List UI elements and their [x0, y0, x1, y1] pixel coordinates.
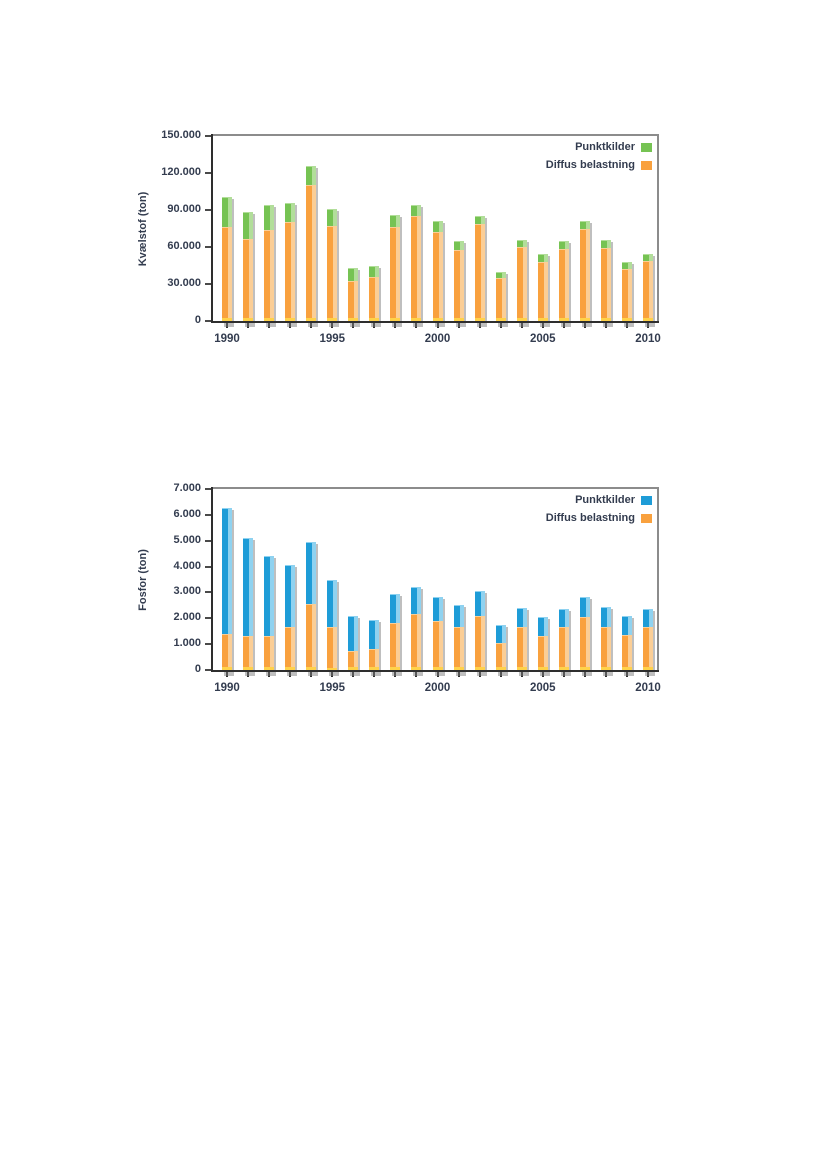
- segment-punktkilder: [517, 240, 527, 247]
- phosphorus-y-axis-title: Fosfor (ton): [137, 549, 149, 611]
- bar-2003: [496, 272, 506, 321]
- bar-1997: [369, 266, 379, 321]
- segment-punktkilder: [306, 166, 316, 185]
- bar-1990: [222, 197, 232, 321]
- x-tick-label: 2010: [635, 333, 661, 345]
- bar-1991: [243, 538, 253, 670]
- segment-diffus-belastning: [580, 617, 590, 670]
- segment-punktkilder: [538, 254, 548, 261]
- segment-punktkilder: [601, 607, 611, 627]
- y-tick: [205, 488, 211, 490]
- y-tick: [205, 591, 211, 593]
- y-tick: [205, 514, 211, 516]
- legend-swatch-icon: [641, 143, 652, 152]
- segment-diffus-belastning: [580, 229, 590, 321]
- segment-punktkilder: [454, 241, 464, 250]
- x-tick-label: 1990: [214, 682, 240, 694]
- y-tick: [205, 172, 211, 174]
- x-tick-label: 2005: [529, 682, 556, 694]
- x-tick-label: 2000: [424, 682, 451, 694]
- segment-punktkilder: [264, 556, 274, 636]
- segment-punktkilder: [622, 616, 632, 635]
- segment-diffus-belastning: [222, 634, 232, 670]
- segment-punktkilder: [643, 254, 653, 261]
- y-axis-line: [211, 134, 213, 323]
- bar-1992: [264, 556, 274, 670]
- x-tick-label: 2000: [424, 333, 451, 345]
- y-tick: [205, 540, 211, 542]
- segment-punktkilder: [369, 266, 379, 277]
- segment-diffus-belastning: [433, 621, 443, 670]
- segment-diffus-belastning: [390, 623, 400, 670]
- bar-2010: [643, 254, 653, 321]
- plot-top-border: [213, 487, 659, 489]
- y-tick-label: 1.000: [173, 637, 201, 650]
- bar-1994: [306, 166, 316, 321]
- segment-diffus-belastning: [643, 627, 653, 670]
- y-tick-label: 60.000: [167, 240, 201, 252]
- segment-punktkilder: [580, 221, 590, 229]
- segment-diffus-belastning: [306, 185, 316, 321]
- bar-2004: [517, 240, 527, 321]
- y-axis-line: [211, 487, 213, 672]
- segment-diffus-belastning: [454, 250, 464, 321]
- y-tick-label: 0: [194, 314, 201, 326]
- legend-swatch-icon: [641, 496, 652, 505]
- segment-punktkilder: [538, 617, 548, 636]
- segment-punktkilder: [369, 620, 379, 650]
- bar-1991: [243, 212, 253, 321]
- segment-diffus-belastning: [433, 232, 443, 321]
- legend-row-punktkilder: [575, 494, 652, 506]
- bar-1993: [285, 565, 295, 670]
- segment-punktkilder: [348, 616, 358, 651]
- y-tick: [205, 209, 211, 211]
- segment-diffus-belastning: [285, 627, 295, 670]
- legend-label-diffus: Diffus belastning: [545, 512, 635, 524]
- segment-diffus-belastning: [559, 627, 569, 670]
- segment-diffus-belastning: [264, 230, 274, 321]
- bar-2006: [559, 241, 569, 321]
- bar-2002: [475, 216, 485, 321]
- plot-right-border: [657, 134, 659, 321]
- y-tick-label: 6.000: [173, 507, 201, 520]
- bar-1993: [285, 203, 295, 321]
- segment-diffus-belastning: [454, 627, 464, 670]
- bar-2004: [517, 608, 527, 670]
- bar-1999: [411, 205, 421, 321]
- segment-punktkilder: [327, 209, 337, 226]
- segment-diffus-belastning: [643, 261, 653, 321]
- y-tick: [205, 617, 211, 619]
- segment-punktkilder: [517, 608, 527, 627]
- bar-1995: [327, 209, 337, 321]
- segment-punktkilder: [411, 205, 421, 215]
- segment-punktkilder: [601, 240, 611, 247]
- bar-1998: [390, 594, 400, 670]
- segment-punktkilder: [496, 625, 506, 643]
- segment-diffus-belastning: [369, 277, 379, 321]
- plot-top-border: [213, 134, 659, 136]
- bar-2010: [643, 609, 653, 670]
- segment-punktkilder: [411, 587, 421, 614]
- x-tick-label: 1995: [319, 682, 346, 694]
- segment-punktkilder: [390, 594, 400, 624]
- segment-punktkilder: [264, 205, 274, 230]
- nitrogen-legend: [546, 141, 652, 171]
- segment-diffus-belastning: [538, 262, 548, 321]
- segment-diffus-belastning: [517, 247, 527, 321]
- segment-punktkilder: [643, 609, 653, 627]
- segment-diffus-belastning: [517, 627, 527, 670]
- segment-punktkilder: [348, 268, 358, 281]
- segment-punktkilder: [285, 565, 295, 627]
- bar-1996: [348, 616, 358, 670]
- bar-1995: [327, 580, 337, 671]
- y-tick: [205, 135, 211, 137]
- x-axis-line: [211, 321, 659, 323]
- y-tick: [205, 246, 211, 248]
- bar-2001: [454, 241, 464, 321]
- segment-diffus-belastning: [496, 278, 506, 321]
- bar-1997: [369, 620, 379, 670]
- bar-2007: [580, 221, 590, 321]
- x-tick-label: 1990: [214, 333, 240, 345]
- plot-right-border: [657, 487, 659, 670]
- segment-diffus-belastning: [243, 239, 253, 321]
- x-tick-label: 2005: [529, 333, 556, 345]
- legend-label-punktkilder: Punktkilder: [575, 141, 635, 153]
- segment-punktkilder: [454, 605, 464, 627]
- bar-1994: [306, 542, 316, 670]
- bar-1996: [348, 268, 358, 321]
- legend-label-diffus: Diffus belastning: [545, 159, 635, 171]
- segment-diffus-belastning: [390, 227, 400, 321]
- bar-2009: [622, 262, 632, 321]
- segment-diffus-belastning: [601, 248, 611, 321]
- segment-punktkilder: [222, 508, 232, 633]
- bar-1992: [264, 205, 274, 321]
- y-tick-label: 120.000: [161, 166, 201, 178]
- segment-punktkilder: [580, 597, 590, 617]
- segment-diffus-belastning: [285, 222, 295, 321]
- segment-diffus-belastning: [222, 227, 232, 321]
- y-tick-label: 90.000: [167, 203, 201, 215]
- y-tick-label: 150.000: [161, 129, 201, 141]
- y-tick-label: 2.000: [173, 611, 201, 624]
- y-tick-label: 0: [194, 663, 201, 675]
- y-tick-label: 30.000: [167, 277, 201, 289]
- segment-diffus-belastning: [327, 226, 337, 321]
- legend-swatch-icon: [641, 161, 652, 170]
- nitrogen-y-axis-title: Kvælstof (ton): [137, 191, 149, 267]
- segment-punktkilder: [622, 262, 632, 269]
- bar-2008: [601, 607, 611, 670]
- bar-2001: [454, 605, 464, 670]
- segment-punktkilder: [306, 542, 316, 604]
- segment-diffus-belastning: [264, 636, 274, 670]
- bar-2003: [496, 625, 506, 670]
- bar-2005: [538, 254, 548, 321]
- phosphorus-legend: [546, 494, 652, 524]
- legend-row-punktkilder: [575, 141, 652, 153]
- segment-punktkilder: [243, 212, 253, 239]
- segment-punktkilder: [475, 591, 485, 616]
- segment-diffus-belastning: [475, 224, 485, 321]
- bar-1990: [222, 508, 232, 670]
- bar-2008: [601, 240, 611, 321]
- bar-2000: [433, 221, 443, 321]
- segment-punktkilder: [243, 538, 253, 636]
- segment-punktkilder: [433, 221, 443, 231]
- y-tick: [205, 566, 211, 568]
- bar-2000: [433, 597, 443, 670]
- bar-2006: [559, 609, 569, 670]
- y-tick: [205, 283, 211, 285]
- segment-punktkilder: [222, 197, 232, 227]
- segment-diffus-belastning: [538, 636, 548, 670]
- legend-row-diffus: [546, 512, 652, 524]
- x-axis-line: [211, 670, 659, 672]
- y-tick-label: 4.000: [173, 559, 201, 572]
- segment-diffus-belastning: [475, 616, 485, 670]
- segment-diffus-belastning: [411, 216, 421, 321]
- segment-punktkilder: [327, 580, 337, 628]
- segment-diffus-belastning: [348, 281, 358, 321]
- segment-diffus-belastning: [622, 269, 632, 321]
- bar-2007: [580, 597, 590, 670]
- segment-punktkilder: [559, 609, 569, 627]
- legend-label-punktkilder: Punktkilder: [575, 494, 635, 506]
- segment-diffus-belastning: [243, 636, 253, 670]
- y-tick: [205, 643, 211, 645]
- bar-2005: [538, 617, 548, 670]
- x-tick-label: 1995: [319, 333, 346, 345]
- x-tick-label: 2010: [635, 682, 661, 694]
- segment-diffus-belastning: [496, 643, 506, 670]
- y-tick-label: 5.000: [173, 533, 201, 546]
- y-tick-label: 7.000: [173, 482, 201, 494]
- bar-1999: [411, 587, 421, 670]
- segment-diffus-belastning: [306, 604, 316, 670]
- bar-2009: [622, 616, 632, 670]
- bar-2002: [475, 591, 485, 670]
- segment-punktkilder: [496, 272, 506, 279]
- bar-1998: [390, 215, 400, 321]
- segment-punktkilder: [475, 216, 485, 224]
- segment-punktkilder: [559, 241, 569, 249]
- legend-row-diffus: [546, 159, 652, 171]
- segment-diffus-belastning: [411, 614, 421, 670]
- y-tick-label: 3.000: [173, 585, 201, 598]
- legend-swatch-icon: [641, 514, 652, 523]
- segment-diffus-belastning: [601, 627, 611, 670]
- segment-diffus-belastning: [622, 635, 632, 670]
- segment-punktkilder: [433, 597, 443, 621]
- segment-diffus-belastning: [327, 627, 337, 670]
- segment-diffus-belastning: [559, 249, 569, 321]
- segment-punktkilder: [285, 203, 295, 222]
- segment-punktkilder: [390, 215, 400, 227]
